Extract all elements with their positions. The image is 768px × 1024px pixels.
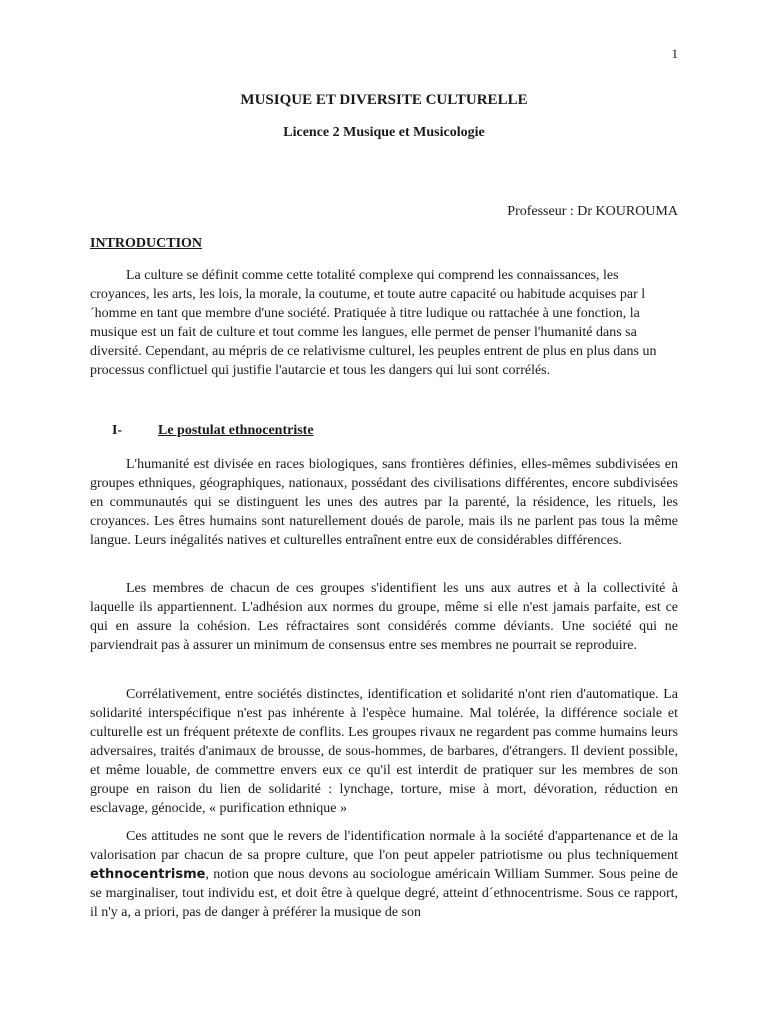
body-paragraph: Corrélativement, entre sociétés distinctes, identification et solidarité n'ont rien d'automatique. La solidarité interspécifique n'est pas inhérente à l'espèce humaine. Mal tolérée, la différence sociale et culturelle est un fréquent prétexte de conflits. Les groupes rivaux ne regardent pas comme humains leurs adversaires, traités d'animaux de brousse, de sous-hommes, de barbares, d'étrangers. Il devient possible, et même louable, de commettre envers eux ce qu'il est interdit de pratiquer sur les membres de son groupe en raison du lien de solidarité : lynchage, torture, mise à mort, dévoration, réduction en esclavage, génocide, « purification ethnique »: [90, 687, 678, 816]
introduction-heading: INTRODUCTION: [90, 236, 203, 251]
section-title: Le postulat ethnocentriste: [158, 423, 314, 438]
body-paragraph: [90, 827, 678, 922]
document-subtitle: Licence 2 Musique et Musicologie: [283, 125, 485, 140]
page-number: 1: [671, 46, 678, 61]
professor-line: Professeur : Dr KOUROUMA: [507, 204, 678, 219]
introduction-paragraph: La culture se définit comme cette totalité complexe qui comprend les connaissances, les croyances, les arts, les lois, la morale, la coutume, et toute autre capacité ou habitude acquises par l´homme en tant que membre d'une société. Pratiquée à titre ludique ou rattachée à une fonction, la musique est un fait de culture et tout comme les langues, elle permet de penser l'humanité dans sa diversité. Cependant, au mépris de ce relativisme culturel, les peuples entrent de plus en plus dans un processus conflictuel qui justifie l'autarcie et tous les dangers qui lui sont corrélés.: [90, 268, 657, 378]
paragraph-text: Ces attitudes ne sont que le revers de l'identification normale à la société d'appartenance et de la valorisation par chacun de sa propre culture, que l'on peut appeler patriotisme ou plus techniquement: [90, 829, 678, 863]
paragraph-text: , notion que nous devons au sociologue américain William Summer. Sous peine de se marginaliser, tout individu est, et doit être à quelque degré, atteint d´ethnocentrisme. Sous ce rapport, il n'y a, a priori, pas de danger à préférer la musique de son: [90, 867, 678, 920]
body-paragraph: L'humanité est divisée en races biologiques, sans frontières définies, elles-mêmes subdivisées en groupes ethniques, géographiques, nationaux, possédant des civilisations différentes, encore subdivisées en communautés qui se distinguent les unes des autres par la parenté, la résidence, les rituels, les croyances. Les êtres humains sont naturellement doués de parole, mais ils ne parlent pas tous la même langue. Leurs inégalités natives et culturelles entraînent entre eux de considérables différences.: [90, 457, 678, 548]
section-heading: [112, 423, 314, 439]
section-number: I-: [112, 423, 123, 438]
body-paragraph: Les membres de chacun de ces groupes s'identifient les uns aux autres et à la collectivité à laquelle ils appartiennent. L'adhésion aux normes du groupe, même si elle n'est jamais parfaite, est ce qui en assure la cohésion. Les réfractaires sont considérés comme déviants. Une société qui ne parviendrait pas à assurer un minimum de consensus entre ses membres ne pourrait se reproduire.: [90, 581, 678, 653]
document-title: MUSIQUE ET DIVERSITE CULTURELLE: [240, 92, 528, 108]
ethnocentrisme-term: ethnocentrisme: [90, 867, 206, 882]
